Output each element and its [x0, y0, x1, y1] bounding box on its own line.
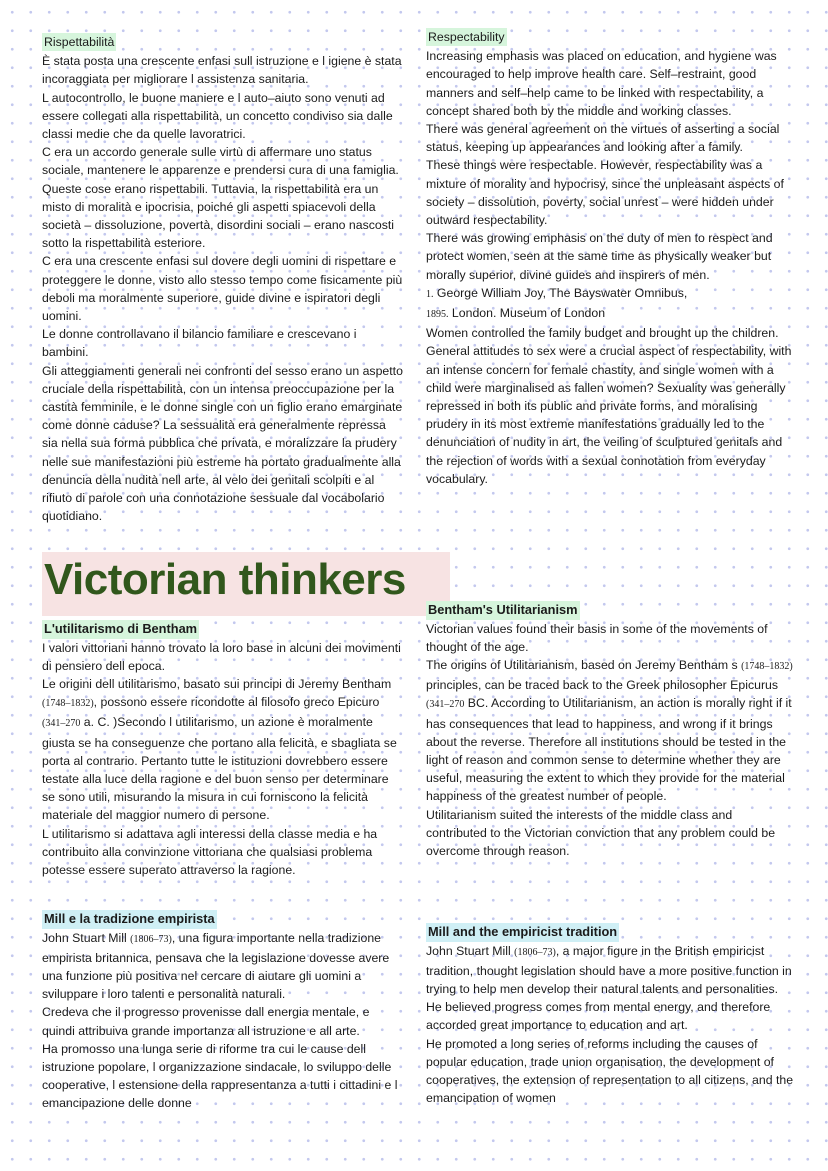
- bentham-it-heading: L'utilitarismo di Bentham: [42, 620, 199, 639]
- page-title: Victorian thinkers: [44, 555, 406, 604]
- caption-line-1: George William Joy, The Bayswater Omnibus,: [436, 285, 688, 300]
- paragraph: [426, 656, 794, 806]
- caption-number: 1.: [426, 288, 434, 300]
- paragraph: È stata posta una crescente enfasi sull istruzione e l igiene è stata incoraggiata per migliorare l assistenza sanitaria.: [42, 54, 402, 87]
- paragraph: Increasing emphasis was placed on education, and hygiene was encouraged to help improve health care. Self–restraint, good manners and self–help came to be linked with respectability, a concept shared both by the middle and working classes.: [426, 49, 777, 118]
- paragraph: [426, 942, 794, 999]
- mill-english: [426, 923, 794, 1107]
- paragraph: Credeva che il progresso provenisse dall energia mentale, e quindi attribuiva grande importanza all istruzione e all arte.: [42, 1005, 370, 1038]
- paragraph: Le donne controllavano il bilancio familiare e crescevano i bambini.: [42, 327, 357, 360]
- image-caption: [426, 284, 794, 324]
- paragraph: C era un accordo generale sulle virtù di affermare uno status sociale, mantenere le apparenze e prendersi cura di una famiglia.: [42, 145, 399, 178]
- paragraph: Gli atteggiamenti generali nei confronti del sesso erano un aspetto cruciale della rispettabilità, con un intensa preoccupazione per la castità femminile, e le donne single con un figlio erano emarginate come donne caduse? La sessualità era generalmente repressa sia nella sua forma pubblica che privata, e moralizzare la prudery nelle sue manifestazioni più estreme ha portato gradualmente alla denuncia della nudità nell arte, al velo dei genitali scolpiti e al rifiuto di parole con una connotazione sessuale dal vocabolario quotidiano.: [42, 363, 403, 524]
- text-run: John Stuart Mill: [42, 930, 127, 945]
- text-run: , una figura importante nella tradizione empirista britannica, pensava che la legislazione dovesse avere una funzione più positiva nel cercare di aiutare gli uomini a sviluppare i loro talenti e personalità naturali.: [42, 930, 390, 1002]
- text-run: principles, can be traced back to the Greek philosopher Epicurus: [426, 678, 779, 693]
- text-run: John Stuart Mill: [426, 943, 511, 958]
- paragraph: [42, 675, 404, 825]
- text-run: BC. According to Utilitarianism, an action is morally right if it has consequences that lead to happiness, and wrong if it brings about the reverse. Therefore all institutions should be tested in the light of reason and common sense to determine whether they are useful, measuring the extent to which they provide for the material happiness of the greatest number of people.: [426, 696, 792, 804]
- years: (341–270: [426, 699, 465, 711]
- paragraph: Ha promosso una lunga serie di riforme tra cui le cause dell istruzione popolare, l organizzazione sindacale, lo sviluppo delle cooperative, l estensione della rappresentanza a tutti i cittadini e l emancipazione delle donne: [42, 1041, 398, 1111]
- paragraph: Utilitarianism suited the interests of the middle class and contributed to the Victorian conviction that any problem could be overcome through reason.: [426, 807, 776, 858]
- years: (1806–73): [514, 946, 556, 958]
- years: (1806–73): [130, 933, 172, 945]
- paragraph: He believed progress comes from mental energy, and therefore accorded great importance to education and art.: [426, 1000, 771, 1033]
- text-run: The origins of Utilitarianism, based on Jeremy Bentham s: [426, 657, 738, 672]
- paragraph: I valori vittoriani hanno trovato la loro base in alcuni dei movimenti di pensiero dell epoca.: [42, 640, 401, 673]
- bentham-italian: [42, 620, 404, 879]
- respectability-english: [426, 28, 794, 488]
- text-run: , a major figure in the British empiricist tradition, thought legislation should have a more positive function in trying to help men develop their natural talents and personalities.: [426, 943, 792, 996]
- paragraph: [42, 929, 404, 1004]
- paragraph: Queste cose erano rispettabili. Tuttavia, la rispettabilità era un misto di moralità e ipocrisia, poiché gli aspetti spiacevoli della società – dissoluzione, povertà, disordini sociali – erano nascosti sotto la rispettabilità esteriore.: [42, 181, 395, 251]
- years: (341–270: [42, 718, 81, 730]
- years: (1748–1832): [42, 698, 94, 710]
- mill-en-heading: Mill and the empiricist tradition: [426, 923, 619, 942]
- paragraph: Women controlled the family budget and brought up the children.: [426, 326, 779, 341]
- caption-line-2: London. Museum of London: [451, 306, 606, 321]
- paragraph: L autocontrollo, le buone maniere e l auto–aiuto sono venuti ad essere collegati alla rispettabilità, un concetto condiviso sia dalle classi medie che da quelle lavoratrici.: [42, 90, 393, 142]
- mill-italian: [42, 910, 404, 1113]
- respectability-en-heading: Respectability: [426, 28, 507, 46]
- paragraph: These things were respectable. However, respectability was a mixture of morality and hypocrisy, since the unpleasant aspects of society – dissolution, poverty, social unrest – were hidden under outward respectability.: [426, 158, 784, 228]
- text-run: Le origini dell utilitarismo, basato sui principi di Jeremy Bentham: [42, 676, 392, 691]
- bentham-en-heading: Bentham's Utilitarianism: [426, 601, 580, 620]
- paragraph: C era una crescente enfasi sul dovere degli uomini di rispettare e proteggere le donne, visto allo stesso tempo come fisicamente più deboli ma moralmente superiore, guide divine e ispiratori degli uomini.: [42, 254, 403, 324]
- caption-year: 1895.: [426, 309, 449, 321]
- paragraph: He promoted a long series of reforms including the causes of popular education, trade union organisation, the development of cooperatives, the extension of representation to all citizens, and the emancipation of women: [426, 1036, 794, 1106]
- paragraph: There was growing emphasis on the duty of men to respect and protect women, seen at the same time as physically weaker but morally superior, divine guides and inspirers of men.: [426, 231, 773, 282]
- text-run: a. C. )Secondo l utilitarismo, un azione è moralmente giusta se ha conseguenze che portano alla felicità, e sbagliata se porta al contrario. Pertanto tutte le istituzioni dovrebbero essere testate alla luce della ragione e del buon senso per determinare se sono utili, misurando la misura in cui forniscono la felicità materiale del maggior numero di persone.: [42, 715, 397, 823]
- text-run: , possono essere ricondotte al filosofo greco Epicuro: [93, 695, 380, 710]
- bentham-english: [426, 601, 794, 860]
- paragraph: There was general agreement on the virtues of asserting a social status, keeping up appearances and looking after a family.: [426, 122, 780, 155]
- years: (1748–1832): [741, 660, 793, 672]
- respectability-italian: [42, 33, 404, 525]
- mill-it-heading: Mill e la tradizione empirista: [42, 910, 217, 929]
- respectability-it-heading: Rispettabilità: [42, 33, 116, 51]
- paragraph: General attitudes to sex were a crucial aspect of respectability, with an intense concern for female chastity, and single women with a child were marginalised as fallen women? Sexuality was generally repressed in both its public and private forms, and moralising prudery in its most extreme manifestations gradually led to the denunciation of nudity in art, the veiling of sculptured genitals and the rejection of words with a sexual connotation from everyday vocabulary.: [426, 344, 792, 486]
- paragraph: L utilitarismo si adattava agli interessi della classe media e ha contribuito alla convinzione vittoriana che qualsiasi problema potesse essere superato attraverso la ragione.: [42, 826, 378, 877]
- paragraph: Victorian values found their basis in some of the movements of thought of the age.: [426, 621, 768, 654]
